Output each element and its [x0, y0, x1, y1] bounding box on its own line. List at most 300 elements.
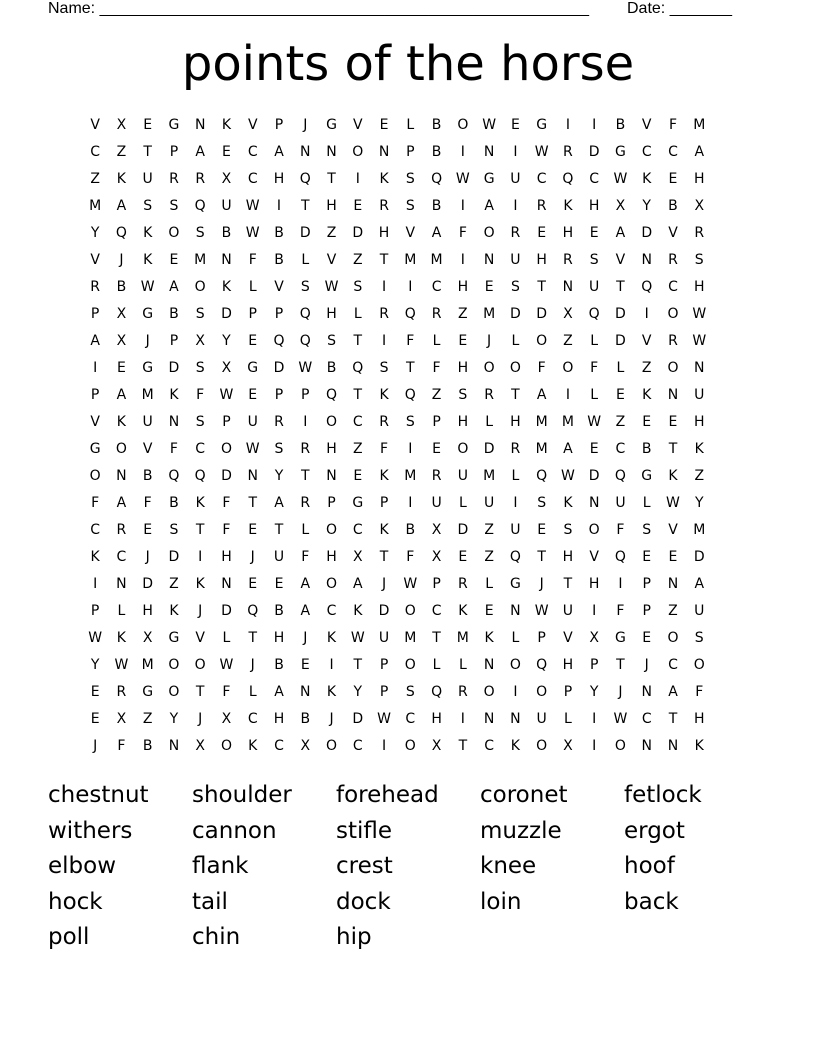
grid-cell: T: [379, 549, 389, 565]
grid-cell: P: [537, 630, 546, 646]
grid-cell: E: [537, 522, 547, 538]
grid-cell: T: [248, 630, 257, 646]
grid-cell: W: [324, 279, 339, 295]
grid-cell: U: [483, 495, 495, 511]
grid-cell: W: [534, 144, 549, 160]
grid-cell: E: [222, 144, 231, 160]
grid-cell: U: [536, 711, 547, 727]
grid-cell: Y: [642, 198, 651, 214]
grid-cell: D: [168, 360, 180, 376]
grid-cell: S: [143, 198, 153, 214]
name-field: [48, 0, 589, 20]
grid-cell: N: [221, 576, 232, 592]
grid-cell: L: [458, 657, 467, 673]
grid-cell: G: [615, 144, 626, 160]
grid-cell: H: [510, 414, 521, 430]
grid-cell: C: [484, 738, 494, 754]
grid-cell: R: [379, 306, 389, 322]
word-list-item: chestnut: [48, 782, 149, 808]
grid-cell: C: [641, 144, 652, 160]
grid-cell: H: [326, 549, 337, 565]
grid-cell: K: [379, 522, 389, 538]
grid-cell: B: [274, 252, 284, 268]
grid-cell: H: [457, 360, 469, 376]
grid-cell: M: [456, 630, 469, 646]
grid-cell: W: [613, 711, 628, 727]
grid-cell: G: [615, 630, 626, 646]
grid-cell: B: [431, 144, 442, 160]
grid-cell: M: [404, 252, 417, 268]
grid-cell: Q: [536, 657, 548, 673]
grid-cell: C: [90, 522, 101, 538]
grid-cell: Q: [273, 333, 285, 349]
grid-cell: P: [274, 387, 284, 403]
grid-cell: W: [88, 630, 103, 646]
grid-cell: K: [484, 630, 494, 646]
grid-cell: T: [537, 279, 546, 295]
grid-cell: F: [196, 387, 205, 403]
grid-cell: O: [457, 441, 469, 457]
grid-cell: R: [379, 198, 389, 214]
grid-cell: B: [668, 198, 678, 214]
grid-cell: X: [116, 711, 127, 727]
grid-cell: F: [248, 252, 257, 268]
word-list-item: tail: [192, 888, 228, 915]
grid-cell: F: [616, 522, 625, 538]
grid-cell: I: [460, 711, 465, 727]
grid-cell: N: [667, 738, 679, 754]
grid-cell: X: [221, 360, 232, 376]
grid-cell: A: [563, 441, 573, 457]
grid-cell: A: [484, 198, 494, 214]
grid-cell: O: [536, 738, 548, 754]
grid-cell: J: [644, 657, 649, 673]
grid-cell: D: [221, 306, 232, 322]
grid-cell: O: [667, 306, 679, 322]
grid-cell: N: [667, 387, 679, 403]
grid-cell: I: [592, 738, 597, 754]
grid-cell: O: [562, 360, 574, 376]
grid-cell: Q: [509, 549, 521, 565]
grid-cell: Z: [563, 333, 573, 349]
grid-cell: H: [273, 630, 285, 646]
grid-cell: G: [168, 630, 180, 646]
grid-cell: A: [116, 198, 127, 214]
grid-cell: R: [300, 441, 311, 457]
grid-cell: F: [458, 225, 467, 241]
grid-cell: W: [482, 117, 497, 133]
grid-cell: V: [353, 117, 363, 133]
grid-cell: F: [432, 360, 441, 376]
grid-cell: C: [668, 144, 678, 160]
grid-cell: D: [142, 576, 154, 592]
word-list-item: withers: [48, 817, 133, 844]
grid-cell: I: [460, 198, 465, 214]
grid-cell: N: [562, 279, 574, 295]
grid-cell: H: [693, 279, 705, 295]
grid-cell: K: [563, 198, 573, 214]
grid-cell: N: [168, 414, 180, 430]
grid-cell: Z: [641, 360, 652, 376]
word-list-item: crest: [336, 853, 393, 879]
grid-cell: J: [487, 333, 492, 349]
grid-cell: N: [300, 144, 311, 160]
grid-cell: T: [327, 171, 336, 187]
grid-cell: O: [693, 657, 705, 673]
grid-cell: I: [408, 441, 413, 457]
grid-cell: H: [562, 225, 574, 241]
word-list-item: ergot: [624, 817, 685, 844]
grid-cell: D: [483, 441, 495, 457]
grid-cell: O: [483, 684, 495, 700]
grid-cell: H: [378, 225, 390, 241]
grid-cell: K: [379, 387, 389, 403]
grid-cell: E: [589, 441, 599, 457]
grid-cell: D: [615, 333, 626, 349]
grid-cell: C: [195, 441, 206, 457]
grid-cell: J: [198, 603, 203, 619]
grid-cell: S: [589, 252, 599, 268]
grid-cell: I: [381, 279, 387, 295]
grid-cell: J: [539, 576, 544, 592]
grid-cell: N: [326, 468, 337, 484]
grid-cell: Z: [352, 252, 363, 268]
grid-cell: S: [353, 279, 363, 295]
grid-cell: A: [694, 576, 705, 592]
grid-cell: L: [511, 333, 520, 349]
grid-cell: O: [667, 630, 679, 646]
grid-cell: P: [169, 144, 179, 160]
grid-cell: Z: [484, 549, 494, 565]
grid-cell: A: [694, 144, 705, 160]
grid-cell: S: [195, 414, 205, 430]
grid-cell: W: [534, 603, 549, 619]
grid-cell: Q: [194, 468, 206, 484]
grid-cell: V: [90, 252, 100, 268]
grid-cell: F: [590, 360, 599, 376]
grid-cell: Q: [168, 468, 180, 484]
grid-cell: X: [589, 630, 599, 646]
grid-cell: K: [510, 738, 520, 754]
grid-cell: A: [274, 684, 284, 700]
grid-cell: I: [565, 117, 570, 133]
grid-cell: P: [274, 117, 284, 133]
grid-cell: R: [457, 576, 468, 592]
grid-row: [82, 410, 712, 437]
grid-cell: X: [431, 522, 442, 538]
grid-cell: T: [511, 387, 520, 403]
grid-cell: E: [589, 225, 599, 241]
grid-cell: I: [355, 171, 360, 187]
grid-cell: Z: [615, 414, 626, 430]
grid-cell: X: [221, 171, 232, 187]
grid-cell: O: [326, 414, 338, 430]
grid-cell: X: [563, 306, 573, 322]
grid-cell: I: [381, 738, 387, 754]
grid-cell: V: [615, 252, 626, 268]
grid-cell: J: [145, 333, 150, 349]
grid-cell: N: [300, 684, 311, 700]
grid-cell: S: [300, 279, 310, 295]
grid-cell: K: [326, 630, 337, 646]
grid-cell: C: [274, 738, 284, 754]
grid-cell: Z: [668, 603, 678, 619]
grid-cell: N: [483, 144, 495, 160]
grid-row: [82, 626, 712, 653]
name-blank: _______________________________________________________: [99, 0, 589, 17]
grid-cell: Q: [614, 549, 626, 565]
grid-cell: T: [458, 738, 468, 754]
grid-cell: I: [329, 657, 334, 673]
grid-cell: E: [642, 414, 652, 430]
grid-cell: R: [300, 495, 311, 511]
grid-cell: P: [248, 306, 257, 322]
grid-row: [82, 167, 712, 194]
grid-cell: Q: [194, 198, 206, 214]
grid-cell: E: [143, 117, 153, 133]
grid-cell: N: [116, 576, 127, 592]
grid-cell: W: [350, 630, 365, 646]
grid-row: [82, 437, 712, 464]
grid-cell: B: [641, 441, 652, 457]
word-list-item: flank: [192, 853, 249, 879]
grid-cell: L: [616, 360, 625, 376]
grid-cell: U: [142, 171, 153, 187]
grid-cell: C: [90, 144, 101, 160]
grid-cell: I: [618, 576, 623, 592]
grid-cell: G: [142, 306, 154, 322]
grid-cell: T: [353, 657, 363, 673]
grid-cell: F: [117, 738, 126, 754]
grid-cell: W: [377, 711, 391, 727]
grid-cell: N: [194, 117, 206, 133]
grid-row: [82, 653, 712, 680]
grid-cell: V: [90, 414, 100, 430]
grid-cell: C: [431, 279, 442, 295]
grid-cell: H: [588, 576, 600, 592]
grid-cell: P: [274, 306, 284, 322]
grid-cell: T: [668, 711, 678, 727]
grid-cell: E: [248, 522, 258, 538]
grid-cell: I: [592, 117, 597, 133]
grid-cell: N: [247, 468, 258, 484]
grid-cell: I: [408, 279, 413, 295]
grid-cell: N: [483, 252, 495, 268]
grid-cell: X: [563, 738, 573, 754]
date-blank: _______: [669, 0, 732, 17]
grid-cell: Z: [90, 171, 100, 187]
grid-cell: J: [119, 252, 124, 268]
word-list-item: chin: [192, 924, 241, 950]
grid-cell: Y: [222, 333, 231, 349]
grid-cell: C: [247, 171, 258, 187]
grid-cell: K: [116, 171, 126, 187]
grid-cell: W: [245, 225, 260, 241]
grid-cell: W: [692, 333, 707, 349]
grid-cell: L: [248, 684, 257, 700]
grid-cell: L: [485, 576, 494, 592]
grid-cell: P: [327, 495, 336, 511]
grid-cell: O: [404, 738, 416, 754]
grid-cell: C: [668, 657, 678, 673]
grid-cell: S: [405, 684, 415, 700]
grid-cell: S: [694, 252, 704, 268]
grid-cell: Z: [116, 144, 127, 160]
grid-cell: V: [90, 117, 100, 133]
grid-cell: O: [404, 603, 416, 619]
grid-cell: T: [143, 144, 152, 160]
grid-cell: J: [198, 711, 203, 727]
grid-cell: K: [458, 603, 468, 619]
grid-cell: T: [195, 684, 205, 700]
grid-cell: O: [168, 225, 180, 241]
grid-cell: U: [510, 522, 521, 538]
grid-cell: M: [141, 387, 154, 403]
grid-cell: K: [694, 738, 704, 754]
grid-cell: K: [668, 468, 678, 484]
grid-cell: C: [536, 171, 547, 187]
grid-row: [82, 707, 712, 734]
grid-cell: I: [460, 144, 465, 160]
grid-cell: K: [116, 630, 126, 646]
grid-cell: O: [457, 117, 469, 133]
grid-cell: H: [588, 198, 600, 214]
grid-cell: Y: [90, 657, 100, 673]
grid-cell: I: [93, 360, 98, 376]
grid-cell: X: [116, 333, 127, 349]
grid-cell: Q: [404, 387, 416, 403]
grid-cell: F: [406, 333, 415, 349]
grid-cell: S: [642, 522, 652, 538]
grid-cell: Q: [352, 360, 364, 376]
grid-cell: K: [642, 387, 652, 403]
grid-cell: S: [274, 441, 284, 457]
grid-cell: T: [353, 387, 363, 403]
grid-cell: N: [588, 495, 600, 511]
grid-cell: P: [379, 495, 389, 511]
grid-cell: K: [642, 171, 652, 187]
grid-cell: Z: [169, 576, 179, 592]
grid-cell: L: [642, 495, 651, 511]
grid-cell: C: [589, 171, 600, 187]
word-list-item: muzzle: [480, 817, 562, 844]
grid-cell: Q: [588, 306, 600, 322]
grid-cell: B: [142, 468, 153, 484]
grid-cell: A: [116, 495, 127, 511]
grid-cell: L: [511, 468, 520, 484]
grid-cell: W: [455, 171, 470, 187]
grid-cell: S: [327, 333, 336, 349]
grid-cell: I: [513, 684, 518, 700]
grid-cell: J: [303, 117, 308, 133]
grid-cell: M: [561, 414, 574, 430]
grid-cell: P: [301, 387, 310, 403]
grid-cell: V: [195, 630, 205, 646]
grid-cell: W: [219, 387, 234, 403]
grid-cell: N: [641, 738, 652, 754]
grid-cell: L: [248, 279, 257, 295]
grid-cell: K: [353, 603, 363, 619]
grid-cell: K: [221, 117, 232, 133]
grid-cell: E: [668, 549, 678, 565]
grid-cell: T: [195, 522, 205, 538]
grid-cell: E: [248, 333, 258, 349]
grid-cell: H: [431, 711, 442, 727]
grid-cell: U: [221, 198, 232, 214]
grid-cell: I: [303, 414, 308, 430]
grid-cell: G: [168, 117, 180, 133]
grid-cell: V: [668, 522, 678, 538]
grid-cell: U: [273, 549, 285, 565]
grid-cell: V: [589, 549, 599, 565]
grid-cell: O: [483, 225, 495, 241]
word-list-item: back: [624, 888, 679, 915]
grid-row: [82, 140, 712, 167]
grid-cell: M: [141, 657, 154, 673]
grid-cell: X: [116, 117, 127, 133]
grid-cell: W: [560, 468, 575, 484]
grid-cell: U: [142, 414, 153, 430]
grid-cell: P: [90, 306, 100, 322]
grid-cell: G: [352, 495, 364, 511]
grid-cell: N: [168, 738, 180, 754]
grid-cell: S: [169, 198, 179, 214]
grid-cell: E: [668, 414, 678, 430]
grid-cell: E: [169, 252, 179, 268]
grid-cell: S: [195, 306, 205, 322]
grid-cell: E: [668, 171, 678, 187]
grid-cell: Q: [536, 468, 548, 484]
grid-cell: A: [274, 144, 284, 160]
grid-cell: O: [536, 684, 548, 700]
name-label: Name:: [48, 0, 96, 17]
word-list-item: hock: [48, 888, 103, 915]
grid-cell: N: [326, 144, 337, 160]
grid-cell: V: [641, 333, 652, 349]
grid-cell: S: [405, 171, 415, 187]
grid-cell: E: [642, 630, 652, 646]
grid-cell: E: [484, 603, 494, 619]
grid-cell: X: [694, 198, 705, 214]
grid-cell: F: [222, 684, 231, 700]
grid-cell: K: [143, 252, 153, 268]
grid-cell: T: [432, 630, 441, 646]
grid-cell: M: [483, 306, 496, 322]
grid-cell: O: [326, 738, 338, 754]
grid-cell: M: [194, 252, 207, 268]
grid-cell: L: [117, 603, 126, 619]
grid-cell: H: [693, 171, 705, 187]
word-list-item: stifle: [336, 817, 393, 844]
grid-cell: H: [536, 252, 547, 268]
grid-cell: Y: [169, 711, 179, 727]
grid-cell: B: [615, 117, 626, 133]
grid-cell: L: [301, 252, 310, 268]
grid-cell: T: [248, 495, 257, 511]
grid-cell: N: [483, 711, 495, 727]
grid-cell: D: [221, 468, 232, 484]
grid-cell: G: [142, 360, 154, 376]
grid-cell: L: [432, 333, 441, 349]
grid-cell: V: [274, 279, 284, 295]
grid-cell: P: [642, 576, 651, 592]
grid-cell: J: [618, 684, 623, 700]
grid-cell: B: [274, 603, 284, 619]
grid-row: [82, 275, 712, 302]
grid-row: [82, 356, 712, 383]
grid-cell: X: [300, 738, 311, 754]
grid-cell: N: [510, 603, 521, 619]
